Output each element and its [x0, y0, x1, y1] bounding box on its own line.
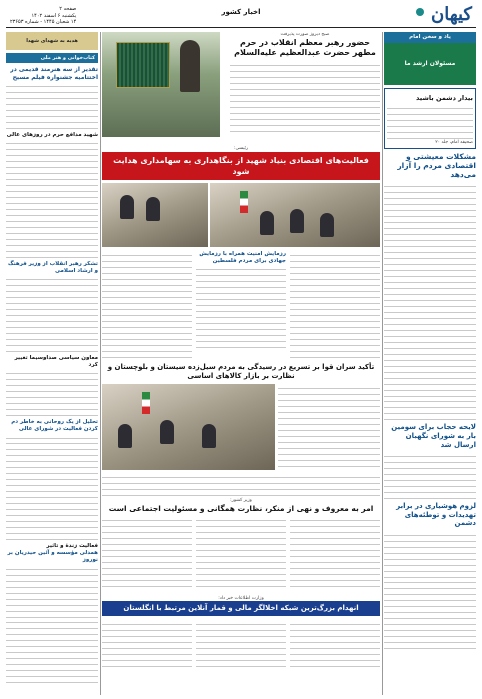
story-title[interactable]: فعالیت زندهٔ و تاثیر — [46, 543, 98, 550]
heads-meeting-photo — [102, 384, 275, 470]
story-title[interactable]: شهید مدافع حرم در روزهای عالی — [6, 131, 98, 138]
interior-minister-headline[interactable]: امر به معروف و نهی از منکر، نظارت همگانی و مسئولیت اجتماعی است — [108, 503, 374, 513]
body-text — [102, 251, 380, 361]
text-column — [102, 516, 192, 594]
person — [260, 211, 274, 235]
story-title[interactable]: معاون سیاسی صداوسیما تغییر کرد — [14, 354, 98, 368]
green-logo-panel — [384, 43, 476, 85]
story-body — [230, 61, 380, 132]
imam-box-label: یاد و سخن امام — [384, 32, 476, 43]
text-column — [102, 251, 192, 361]
masthead — [6, 4, 476, 28]
text-column — [196, 516, 286, 594]
person — [202, 424, 216, 448]
text-column — [102, 619, 192, 667]
page-number: صفحه ۲ — [59, 6, 77, 12]
story-title[interactable]: لزوم هوشیاری در برابر تهدیدات و توطئه‌های دشمن — [396, 501, 476, 528]
heads-story — [102, 384, 380, 470]
body-text — [102, 516, 380, 594]
right-column — [384, 32, 476, 695]
story-title[interactable]: تقدیر از سه هنرمند قدیمی در اختتامیه جشنواره فیلم مسیح — [10, 66, 98, 81]
story-body — [384, 530, 476, 649]
side-label: مسئولان ارشد ما — [404, 60, 456, 68]
red-banner[interactable]: فعالیت‌های اقتصادی بنیاد شهید از بنگاهداری به سهامداری هدایت شود — [102, 152, 380, 180]
text-column — [290, 516, 380, 594]
frame-title: بیدار دشمن باشید — [416, 93, 473, 102]
kicker: رئیسی: — [233, 146, 249, 151]
quote-frame — [384, 88, 476, 149]
shrine-photo — [102, 32, 220, 137]
logo: کیهان — [430, 4, 472, 25]
text-column — [278, 384, 380, 470]
story-title[interactable]: تشکر رهبر انقلاب از وزیر فرهنگ و ارشاد اسلامی — [8, 260, 98, 274]
section-tag: کتاب‌خوانی و هنر ملی — [6, 53, 98, 63]
text-column — [290, 251, 380, 361]
person — [146, 197, 160, 221]
story-body — [6, 564, 98, 683]
person — [320, 213, 334, 237]
date-line: یکشنبه ۶ اسفند ۱۴۰۲ — [31, 12, 77, 19]
issue-line: ۱۴ شعبان ۱۴۴۵ - شماره ۲۳۶۵۳ — [10, 19, 77, 25]
story-body — [6, 81, 98, 128]
story-body — [6, 275, 98, 352]
person — [118, 424, 132, 448]
top-story-head — [230, 32, 380, 132]
kicker: صبح دیروز صورت پذیرفت — [280, 32, 330, 37]
text-column — [290, 619, 380, 667]
quote-body — [387, 104, 473, 139]
text-column — [196, 251, 286, 361]
middle-column — [102, 32, 380, 695]
visit-photo — [102, 183, 208, 247]
left-column — [6, 32, 98, 695]
story-body — [6, 139, 98, 258]
top-story — [102, 32, 380, 144]
column-divider — [100, 32, 101, 695]
story-title[interactable]: مشکلات معیشتی و اقتصادی مردم را آزار می‌دهد — [397, 151, 476, 180]
kicker: وزیر کشور: — [230, 497, 252, 503]
flag — [142, 392, 150, 414]
text-column — [196, 619, 286, 667]
story-body — [196, 265, 286, 348]
figure — [180, 40, 200, 92]
story-body — [6, 433, 98, 540]
logo-mark-icon — [416, 8, 424, 16]
shrine-cage — [116, 42, 170, 88]
story-title[interactable]: لایحه حجاب برای سومین بار به شورای نگهبان ارسال شد — [391, 423, 476, 449]
story-title[interactable]: تحلیل از یک روحانی به خاطر دم کردن فعالیت در شورای عالی — [11, 419, 98, 433]
section-title: اخبار کشور — [221, 8, 261, 16]
story-body — [102, 473, 380, 496]
person — [160, 420, 174, 444]
story-body — [6, 369, 98, 416]
person — [120, 195, 134, 219]
gift-banner: هدیه به شهدای شهدا — [6, 32, 98, 50]
heads-of-powers-headline[interactable]: تأکید سران قوا بر تسریع در رسیدگی به مردم سیل‌زده سیستان و بلوچستان و نظارت بر بازار کالاهای اساسی — [107, 362, 375, 380]
date-block — [10, 6, 76, 26]
photo-row — [102, 183, 380, 247]
story-body — [384, 182, 476, 421]
blue-banner[interactable]: انهدام بزرگ‌ترین شبکه اخلالگر مالی و قمار آنلاین مرتبط با انگلستان — [102, 601, 380, 616]
quote-credit: صحیفه امام، جلد ۲۰ — [435, 139, 473, 145]
meeting-photo — [210, 183, 380, 247]
body-text — [102, 619, 380, 667]
story-title[interactable]: همدلی مؤسسه و آئین حیدریان بر نوروز — [7, 550, 98, 564]
top-headline[interactable]: حضور رهبر معظم انقلاب در حرم مطهر حضرت عبدالعظیم علیه‌السلام — [234, 37, 376, 57]
story-body — [384, 452, 476, 499]
flag — [240, 191, 248, 213]
person — [290, 209, 304, 233]
story-title[interactable]: رزمایش امنیت همراه با رزمایش جهادی برای مردم فلسطین — [199, 250, 286, 264]
kicker: وزارت اطلاعات خبر داد: — [218, 595, 264, 601]
column-divider — [382, 32, 383, 695]
